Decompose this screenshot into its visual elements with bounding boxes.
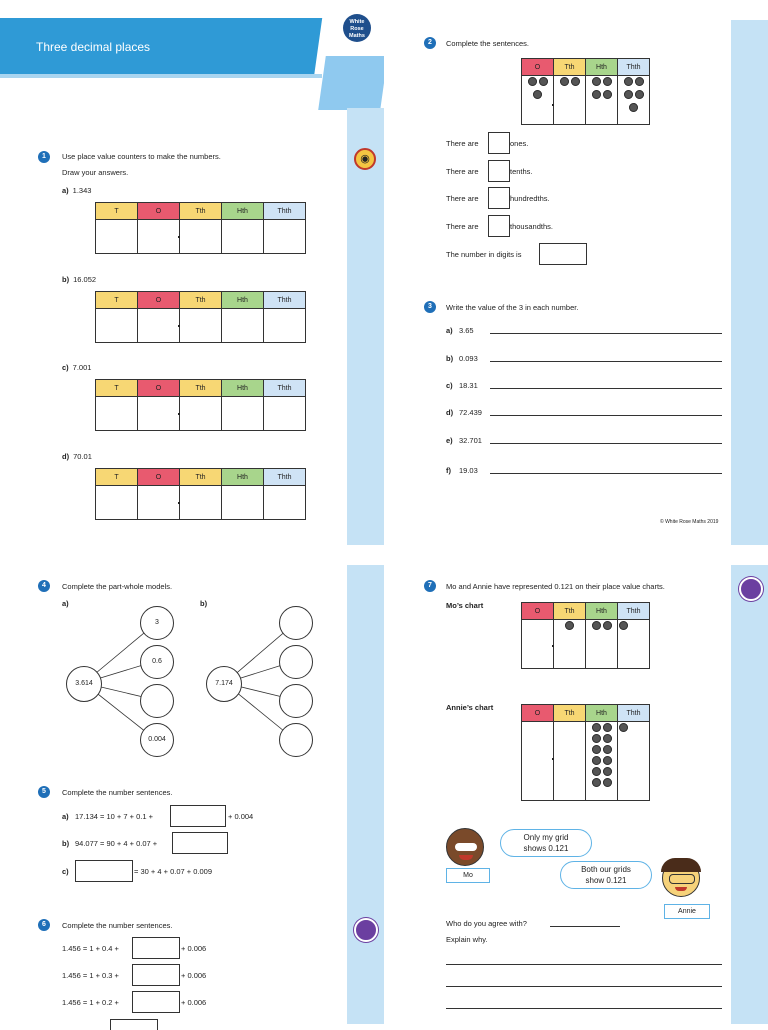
cell-thousandths[interactable] xyxy=(264,397,306,431)
q2-sentence-pre: There are xyxy=(446,139,479,148)
q2-sentence-post: hundredths. xyxy=(510,194,550,203)
q3-item-letter: e) xyxy=(446,436,453,445)
q3-item-value: 0.093 xyxy=(459,354,478,363)
q3-answer-line[interactable] xyxy=(490,333,722,334)
part-a-3[interactable] xyxy=(140,684,174,718)
annie-name: Annie xyxy=(664,904,710,919)
header-thousandths: Thth xyxy=(264,292,306,309)
decimal-point xyxy=(178,413,180,415)
q3-item-value: 32.701 xyxy=(459,436,482,445)
page-top-right xyxy=(384,0,768,545)
cell-ones[interactable] xyxy=(138,397,180,431)
header-o: O xyxy=(522,603,554,620)
mo-chart-label: Mo’s chart xyxy=(446,601,484,610)
header-tth: Tth xyxy=(554,705,586,722)
q1-instruction: Use place value counters to make the numbers. xyxy=(62,152,221,161)
owl-icon: ◉ xyxy=(354,148,376,170)
mo-avatar xyxy=(446,828,484,866)
q2-sentence-post: tenths. xyxy=(510,167,533,176)
cell-tens[interactable] xyxy=(96,486,138,520)
cell-tenths[interactable] xyxy=(180,486,222,520)
header-tenths: Tth xyxy=(180,292,222,309)
mo-name: Mo xyxy=(446,868,490,883)
cell-ones xyxy=(522,76,554,125)
q5-a-pre: 17.134 = 10 + 7 + 0.1 + xyxy=(75,812,153,821)
cell-thousandths[interactable] xyxy=(264,309,306,343)
header-hth: Hth xyxy=(586,603,618,620)
header-ones: O xyxy=(138,292,180,309)
whole-a: 3.614 xyxy=(66,666,102,702)
header-thth: Thth xyxy=(618,59,650,76)
annie-place-value-chart xyxy=(521,704,650,801)
q5-c-answer-box[interactable] xyxy=(75,860,133,882)
part-b-1[interactable] xyxy=(279,606,313,640)
q2-digits-label: The number in digits is xyxy=(446,250,522,259)
header-tens: T xyxy=(96,380,138,397)
page-bottom-left xyxy=(0,565,384,1024)
q6-instruction: Complete the number sentences. xyxy=(62,921,173,930)
annie-speech-bubble: Both our grids show 0.121 xyxy=(560,861,652,889)
q2-sentence-post: thousandths. xyxy=(510,222,553,231)
q5-a-answer-box[interactable] xyxy=(170,805,226,827)
question-number-1: 1 xyxy=(38,151,50,163)
sidebar-right xyxy=(731,20,768,545)
page-bottom-right xyxy=(384,565,768,1024)
decimal-point xyxy=(552,758,554,760)
q1-item-label xyxy=(62,363,91,372)
question-number-4: 4 xyxy=(38,580,50,592)
q3-answer-line[interactable] xyxy=(490,361,722,362)
q3-item-letter: b) xyxy=(446,354,454,363)
decimal-point xyxy=(178,502,180,504)
question-number-5: 5 xyxy=(38,786,50,798)
header-ones: O xyxy=(138,469,180,486)
q3-item-value: 72.439 xyxy=(459,408,482,417)
cell-thousandths[interactable] xyxy=(264,220,306,254)
counter xyxy=(629,103,638,112)
header-tth: Tth xyxy=(554,603,586,620)
q6-row-post: + 0.006 xyxy=(181,944,207,953)
cell-hundredths[interactable] xyxy=(222,220,264,254)
q1-item-label xyxy=(62,452,92,461)
q4-a-label: a) xyxy=(62,599,69,608)
q5-b-label: b) xyxy=(62,839,70,848)
title-band-accent xyxy=(318,56,388,110)
header-tenths: Tth xyxy=(180,203,222,220)
header-thth: Thth xyxy=(618,603,650,620)
cell-ones xyxy=(522,620,554,669)
header-o: O xyxy=(522,59,554,76)
header-thousandths: Thth xyxy=(264,380,306,397)
q3-answer-line[interactable] xyxy=(490,388,722,389)
q5-a-post: + 0.004 xyxy=(228,812,254,821)
copyright: © White Rose Maths 2019 xyxy=(660,519,719,525)
counter xyxy=(603,90,612,99)
counter xyxy=(592,77,601,86)
counter xyxy=(592,621,601,630)
q6-row-post: + 0.006 xyxy=(181,998,207,1007)
cell-tens[interactable] xyxy=(96,220,138,254)
header-hundredths: Hth xyxy=(222,380,264,397)
item-letter: d) xyxy=(62,452,70,461)
q4-instruction: Complete the part-whole models. xyxy=(62,582,173,591)
item-value: 70.01 xyxy=(73,452,92,461)
mo-place-value-chart xyxy=(521,602,650,669)
counter xyxy=(624,77,633,86)
q6-row-post: + 0.006 xyxy=(181,971,207,980)
q2-answer-box[interactable] xyxy=(488,160,510,182)
q7-explain-line-2[interactable] xyxy=(446,986,722,987)
q5-c-post: = 30 + 4 + 0.07 + 0.009 xyxy=(134,867,212,876)
header-hth: Hth xyxy=(586,59,618,76)
decimal-point xyxy=(178,325,180,327)
q3-answer-line[interactable] xyxy=(490,443,722,444)
counter xyxy=(619,723,628,732)
q1-place-value-chart xyxy=(95,379,306,431)
annie-chart-label: Annie’s chart xyxy=(446,703,494,712)
sidebar-right xyxy=(731,565,768,1024)
cell-tenths xyxy=(554,76,586,125)
q3-item-letter: c) xyxy=(446,381,453,390)
cell-tenths xyxy=(554,620,586,669)
q7-explain: Explain why. xyxy=(446,935,488,944)
annie-avatar xyxy=(662,859,700,897)
cell-thousandths xyxy=(618,722,650,801)
item-letter: c) xyxy=(62,363,69,372)
item-value: 1.343 xyxy=(72,186,92,195)
q6-row-pre: 1.456 = 1 + 0.2 + xyxy=(62,998,119,1007)
q3-answer-line[interactable] xyxy=(490,415,722,416)
q6-row-pre: 1.456 = 1 + 0.4 + xyxy=(62,944,119,953)
cell-hundredths xyxy=(586,722,618,801)
q2-answer-box[interactable] xyxy=(488,132,510,154)
q2-answer-box[interactable] xyxy=(488,187,510,209)
header-tenths: Tth xyxy=(180,469,222,486)
header-tens: T xyxy=(96,292,138,309)
q6-row-pre: 1.456 = 1 + 0.3 + xyxy=(62,971,119,980)
q5-b-pre: 94.077 = 90 + 4 + 0.07 + xyxy=(75,839,158,848)
mo-mouth xyxy=(459,855,473,860)
cell-thousandths[interactable] xyxy=(264,486,306,520)
counter xyxy=(571,77,580,86)
cell-ones xyxy=(522,722,554,801)
cell-ones[interactable] xyxy=(138,220,180,254)
cell-hundredths xyxy=(586,76,618,125)
q1-item-label xyxy=(62,275,96,284)
q5-instruction: Complete the number sentences. xyxy=(62,788,173,797)
q2-sentence-pre: There are xyxy=(446,222,479,231)
q1-instruction-2: Draw your answers. xyxy=(62,168,129,177)
counter xyxy=(603,77,612,86)
cell-thousandths xyxy=(618,76,650,125)
question-number-3: 3 xyxy=(424,301,436,313)
cell-hundredths[interactable] xyxy=(222,309,264,343)
decimal-point xyxy=(178,236,180,238)
q1-place-value-chart xyxy=(95,468,306,520)
question-number-2: 2 xyxy=(424,37,436,49)
cell-tenths[interactable] xyxy=(180,220,222,254)
cell-hundredths[interactable] xyxy=(222,397,264,431)
q5-c-label: c) xyxy=(62,867,69,876)
part-b-4[interactable] xyxy=(279,723,313,757)
q2-digits-answer-box[interactable] xyxy=(539,243,587,265)
q7-explain-line-1[interactable] xyxy=(446,964,722,965)
cell-tens[interactable] xyxy=(96,397,138,431)
part-b-3[interactable] xyxy=(279,684,313,718)
header-tens: T xyxy=(96,469,138,486)
header-ones: O xyxy=(138,203,180,220)
logo-line-2: Rose xyxy=(350,26,364,32)
header-thth: Thth xyxy=(618,705,650,722)
header-ones: O xyxy=(138,380,180,397)
annie-glasses xyxy=(669,874,695,884)
q7-answer-line[interactable] xyxy=(550,926,620,927)
logo-line-3: Maths xyxy=(349,33,365,39)
header-tenths: Tth xyxy=(180,380,222,397)
q2-answer-box[interactable] xyxy=(488,215,510,237)
q2-place-value-chart xyxy=(521,58,650,125)
counter xyxy=(624,90,633,99)
title-band-underline xyxy=(0,74,322,78)
cell-ones[interactable] xyxy=(138,309,180,343)
q1-place-value-chart xyxy=(95,291,306,343)
item-letter: b) xyxy=(62,275,70,284)
part-a-2[interactable]: 0.6 xyxy=(140,645,174,679)
cell-tenths xyxy=(554,722,586,801)
header-thousandths: Thth xyxy=(264,203,306,220)
header-tens: T xyxy=(96,203,138,220)
q6-answer-box[interactable] xyxy=(132,991,180,1013)
q3-item-letter: d) xyxy=(446,408,454,417)
q6-answer-box[interactable] xyxy=(132,937,180,959)
counter xyxy=(603,621,612,630)
q1-place-value-chart xyxy=(95,202,306,254)
cell-hundredths xyxy=(586,620,618,669)
item-value: 7.001 xyxy=(72,363,92,372)
q3-item-value: 18.31 xyxy=(459,381,478,390)
header-tth: Tth xyxy=(554,59,586,76)
q7-instruction: Mo and Annie have represented 0.121 on their place value charts. xyxy=(446,582,665,591)
counter xyxy=(635,90,644,99)
decimal-point xyxy=(552,104,554,106)
q2-sentence-post: ones. xyxy=(510,139,529,148)
q3-answer-line[interactable] xyxy=(490,473,722,474)
item-value: 16.052 xyxy=(73,275,97,284)
counter xyxy=(619,621,628,630)
item-letter: a) xyxy=(62,186,69,195)
q3-item-letter: a) xyxy=(446,326,453,335)
q5-a-label: a) xyxy=(62,812,69,821)
part-a-4[interactable]: 0.004 xyxy=(140,723,174,757)
sidebar-right xyxy=(347,108,384,545)
q3-item-value: 19.03 xyxy=(459,466,478,475)
q2-sentence-pre: There are xyxy=(446,167,479,176)
counter xyxy=(635,77,644,86)
header-hundredths: Hth xyxy=(222,469,264,486)
logo-line-1: White xyxy=(349,19,365,25)
counter xyxy=(560,77,569,86)
q1-item-label xyxy=(62,186,91,195)
cell-tenths[interactable] xyxy=(180,397,222,431)
q7-explain-line-3[interactable] xyxy=(446,1008,722,1009)
counter xyxy=(533,90,542,99)
cell-ones[interactable] xyxy=(138,486,180,520)
question-number-7: 7 xyxy=(424,580,436,592)
mo-eyes xyxy=(455,843,477,851)
header-thousandths: Thth xyxy=(264,469,306,486)
q3-item-value: 3.65 xyxy=(459,326,474,335)
mo-speech-bubble: Only my grid shows 0.121 xyxy=(500,829,592,857)
q6-answer-box[interactable] xyxy=(132,964,180,986)
annie-hair xyxy=(661,858,701,872)
page-top-left xyxy=(0,0,384,545)
whole-b: 7.174 xyxy=(206,666,242,702)
header-o: O xyxy=(522,705,554,722)
part-a-1[interactable]: 3 xyxy=(140,606,174,640)
header-hth: Hth xyxy=(586,705,618,722)
cell-tenths[interactable] xyxy=(180,309,222,343)
question-number-6: 6 xyxy=(38,919,50,931)
decimal-point xyxy=(552,645,554,647)
q2-sentence-pre: There are xyxy=(446,194,479,203)
counter xyxy=(539,77,548,86)
counter xyxy=(565,621,574,630)
q6-partial-box xyxy=(110,1019,158,1030)
logo xyxy=(343,14,371,42)
header-hundredths: Hth xyxy=(222,203,264,220)
cell-hundredths[interactable] xyxy=(222,486,264,520)
q4-b-label: b) xyxy=(200,599,208,608)
annie-mouth xyxy=(675,887,687,891)
sidebar-right xyxy=(347,565,384,1024)
counter xyxy=(592,90,601,99)
q5-b-answer-box[interactable] xyxy=(172,832,228,854)
counter xyxy=(528,77,537,86)
snowball-icon xyxy=(354,918,378,942)
part-b-2[interactable] xyxy=(279,645,313,679)
header-hundredths: Hth xyxy=(222,292,264,309)
q3-instruction: Write the value of the 3 in each number. xyxy=(446,303,579,312)
page-title: Three decimal places xyxy=(36,40,151,54)
q2-instruction: Complete the sentences. xyxy=(446,39,529,48)
q7-question: Who do you agree with? xyxy=(446,919,527,928)
snowball-icon xyxy=(739,577,763,601)
q3-item-letter: f) xyxy=(446,466,451,475)
cell-thousandths xyxy=(618,620,650,669)
cell-tens[interactable] xyxy=(96,309,138,343)
